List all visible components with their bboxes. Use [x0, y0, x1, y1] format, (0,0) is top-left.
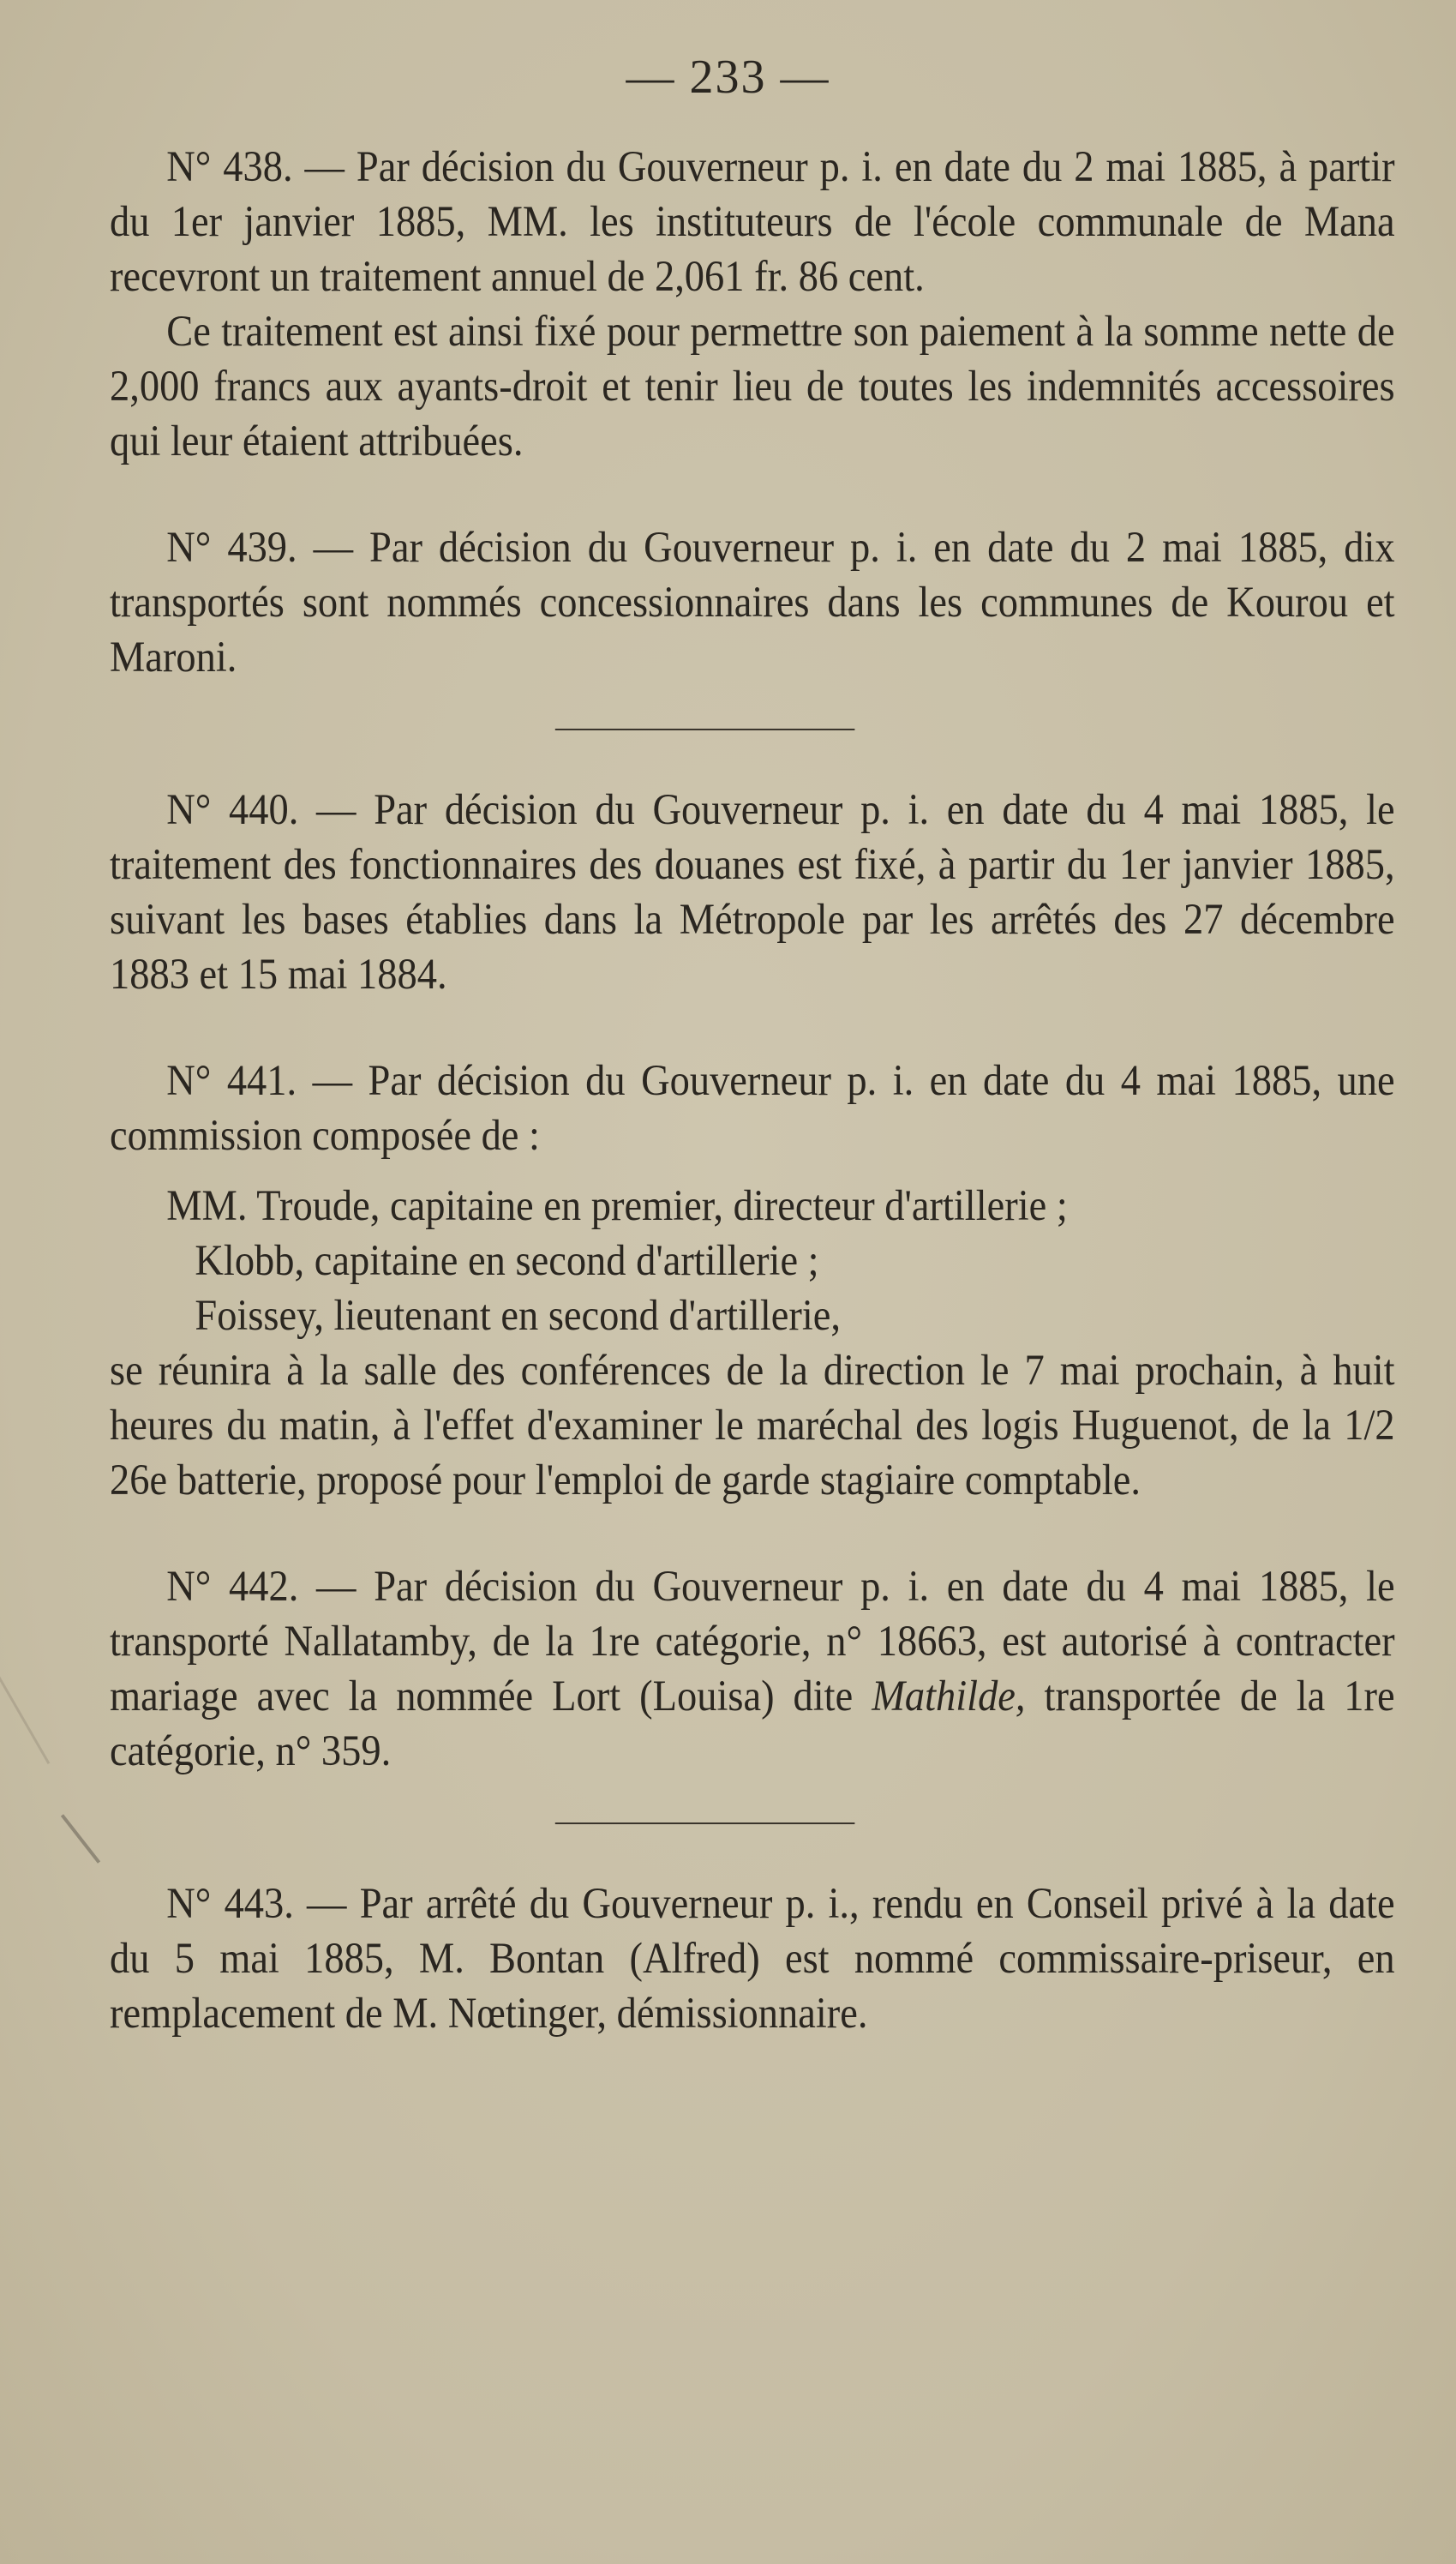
- entry-443: [110, 1876, 1395, 2040]
- section-divider: [555, 729, 855, 730]
- entry-442: [110, 1558, 1395, 1778]
- margin-tick-mark: [61, 1814, 100, 1864]
- spacer: [110, 1001, 1395, 1053]
- page-number: — 233 —: [626, 51, 830, 104]
- entry-442-paragraph-1: [110, 1558, 1395, 1778]
- entry-438-paragraph-2: Ce traitement est ainsi fixé pour permettre son paiement à la somme nette de 2,000 francs aux ayants-droit et tenir lieu de toutes les indemnités accessoires qui leur étaient attribuées.: [110, 307, 1395, 465]
- entry-441: [110, 1053, 1395, 1507]
- document-body: [110, 139, 1395, 2040]
- commission-member-3: Foissey, lieutenant en second d'artillerie,: [195, 1291, 842, 1339]
- spacer: [110, 1162, 1395, 1178]
- entry-441-paragraph-2: se réunira à la salle des conférences de la direction le 7 mai prochain, à huit heures du matin, à l'effet d'examiner le maréchal des logis Huguenot, de la 1/2 26e batterie, proposé pour l'emploi de garde stagiaire comptable.: [110, 1346, 1395, 1504]
- entry-442-name-italic: Mathilde,: [872, 1672, 1026, 1720]
- entry-442-text-a: N° 442. — Par décision du Gouverneur p. i. en date du 4 mai 1885, le transporté Nallatamby, de la 1re catégorie, n° 18663, est autorisé à contracter mariage avec la nommée Lort (Louisa) dite: [110, 1562, 1395, 1720]
- margin-mark: [0, 1622, 50, 1764]
- commission-member-1: MM. Troude, capitaine en premier, directeur d'artillerie ;: [166, 1181, 1068, 1229]
- commission-member-2: Klobb, capitaine en second d'artillerie ;: [195, 1236, 819, 1284]
- section-divider-2: [555, 1822, 855, 1824]
- entry-440-paragraph-1: N° 440. — Par décision du Gouverneur p. i. en date du 4 mai 1885, le traitement des fonctionnaires des douanes est fixé, à partir du 1er janvier 1885, suivant les bases établies dans la Métropole par les arrêtés des 27 décembre 1883 et 15 mai 1884.: [110, 785, 1395, 998]
- spacer: [110, 468, 1395, 519]
- entry-438-paragraph-1: N° 438. — Par décision du Gouverneur p. i. en date du 2 mai 1885, à partir du 1er janvier 1885, MM. les instituteurs de l'école communale de Mana recevront un traitement annuel de 2,061 fr. 86 cent.: [110, 142, 1395, 300]
- entry-441-paragraph-1: N° 441. — Par décision du Gouverneur p. i. en date du 4 mai 1885, une commission composée de :: [110, 1056, 1395, 1159]
- entry-440: [110, 782, 1395, 1001]
- entry-439: [110, 519, 1395, 684]
- entry-443-paragraph-1: N° 443. — Par arrêté du Gouverneur p. i., rendu en Conseil privé à la date du 5 mai 1885, M. Bontan (Alfred) est nommé commissaire-priseur, en remplacement de M. Nœtinger, démissionnaire.: [110, 1879, 1395, 2037]
- entry-439-paragraph-1: N° 439. — Par décision du Gouverneur p. i. en date du 2 mai 1885, dix transportés sont nommés concessionnaires dans les communes de Kourou et Maroni.: [110, 523, 1395, 681]
- entry-438: [110, 139, 1395, 468]
- spacer: [110, 1507, 1395, 1558]
- entry-442-text-b: transportée de la 1re catégorie, n° 359.: [110, 1672, 1395, 1774]
